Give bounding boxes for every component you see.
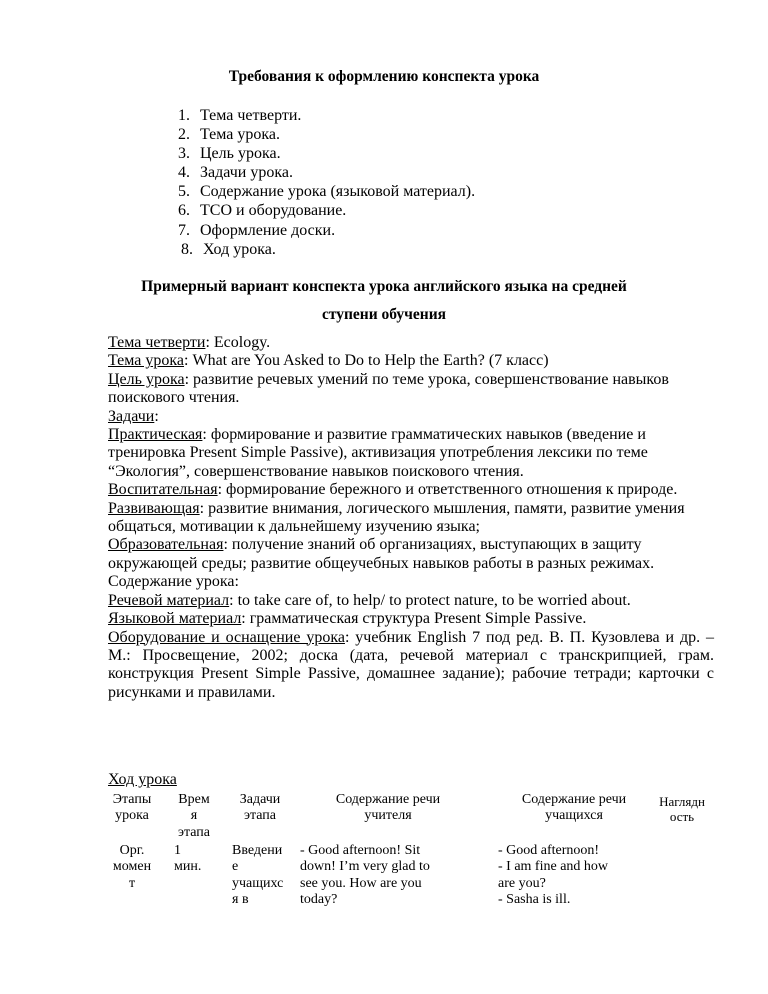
list-item: 8. Ход урока. xyxy=(181,240,276,258)
table-header-stages: Этапы урока xyxy=(112,792,152,824)
document-title: Требования к оформлению конспекта урока xyxy=(228,68,540,85)
lesson-goal: Цель урока: развитие речевых умений по теме урока, совершенствование навыков поискового чтения. xyxy=(108,370,669,407)
lesson-topic: Тема урока: What are You Asked to Do to Help the Earth? (7 класс) xyxy=(108,352,549,370)
table-header-students: Содержание речи учащихся xyxy=(521,792,627,824)
list-item: 4. Задачи урока. xyxy=(178,164,293,182)
subtitle-line-2: ступени обучения xyxy=(321,306,447,323)
equipment: Оборудование и оснащение урока: учебник English 7 под ред. В. П. Кузовлева и др. – М.: Просвещение, 2002; доска (дата, речевой материал с транскрипцией, грам. конструкция Present Simple Passive, домашнее задание); рабочие тетради; карточки с рисунками и правилами. xyxy=(108,628,715,701)
table-cell-time: 1 мин. xyxy=(174,843,202,875)
task-educational: Воспитательная: формирование бережного и ответственного отношения к природе. xyxy=(108,481,678,499)
language-material: Языковой материал: грамматическая структура Present Simple Passive. xyxy=(108,610,587,628)
task-developing: Развивающая: развитие внимания, логического мышления, памяти, развитие умения общаться, мотивации к дальнейшему изучению языка; xyxy=(108,499,685,536)
table-header-time: Врем я этапа xyxy=(177,792,211,840)
tasks-heading: Задачи: xyxy=(108,407,159,425)
requirements-list xyxy=(178,106,475,259)
table-cell-teacher-speech: - Good afternoon! Sit down! I’m very glad to see you. How are you today? xyxy=(300,843,430,908)
table-cell-task: Введени е учащихс я в xyxy=(232,843,284,908)
subtitle-line-1: Примерный вариант конспекта урока английского языка на средней xyxy=(141,278,627,295)
table-header-teacher: Содержание речи учителя xyxy=(335,792,441,824)
course-heading: Ход урока xyxy=(108,771,177,788)
task-formative: Образовательная: получение знаний об организациях, выступающих в защиту окружающей среды; развитие общеучебных навыков работы в разных режимах. xyxy=(108,536,655,572)
table-cell-student-speech: - Good afternoon! - I am fine and how are you? - Sasha is ill. xyxy=(498,843,609,908)
quarter-topic: Тема четверти: Ecology. xyxy=(108,334,271,351)
list-item: 5. Содержание урока (языковой материал). xyxy=(178,183,476,201)
speech-material: Речевой материал: to take care of, to help/ to protect nature, to be worried about. xyxy=(108,591,631,609)
table-header-tasks: Задачи этапа xyxy=(239,792,281,824)
list-item: 3. Цель урока. xyxy=(178,145,281,163)
list-item: 2. Тема урока. xyxy=(178,126,281,144)
list-item: 1. Тема четверти. xyxy=(178,107,302,124)
table-cell-stage: Орг. момен т xyxy=(112,843,152,891)
table-header-visual: Наглядн ость xyxy=(659,794,705,824)
task-practical: Практическая: формирование и развитие грамматических навыков (введение и тренировка Present Simple Passive), активизация употребления лексики по теме “Экология”, совершенствование навыков поискового чтения. xyxy=(108,426,648,480)
lesson-plan xyxy=(108,334,714,702)
list-item: 6. ТСО и оборудование. xyxy=(178,202,347,220)
content-heading: Содержание урока: xyxy=(108,573,239,591)
list-item: 7. Оформление доски. xyxy=(178,221,336,239)
